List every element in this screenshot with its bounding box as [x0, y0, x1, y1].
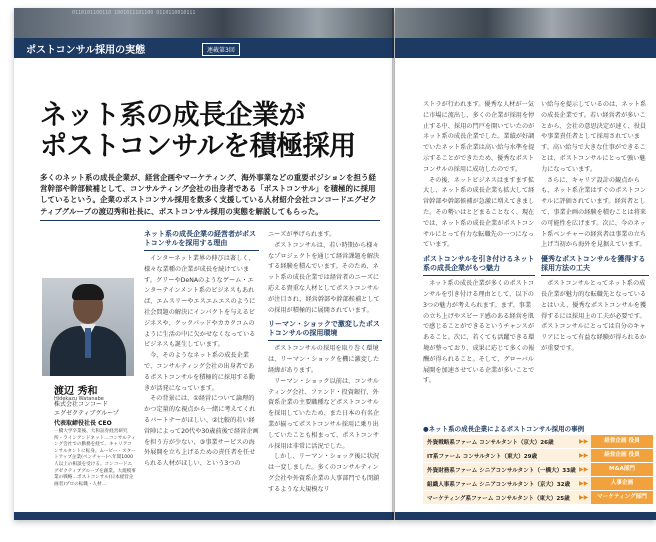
profile-title: 代表取締役社長 CEO — [54, 420, 112, 427]
profile-bio: 一橋大学卒業後、大和証券経営研究所・ラインアンドネット…コンサルティング会社での勤務を経て、キャリアコンサルタントに転身。ムービー・スタートアップ企業(ベンチャー)へ年間1000人以上の相談を受ける。コンコードエグゼクティブグループを創業。大規模事業の戦略…ポストコンサル(日本経営企画者)プロの転職・人材… — [54, 429, 136, 487]
portrait-hair — [72, 284, 104, 300]
divider — [40, 220, 380, 221]
cases-title: ●ネット系の成長企業によるポストコンサル採用の事例 — [423, 425, 585, 433]
case-to: 経営企画 役員 — [591, 449, 653, 462]
headline-line-1: ネット系の成長企業が — [40, 100, 305, 131]
column-1-paragraph: その背景には、①経営について論理的かつ定量的な視点から一緒に考えてくれるパートナーがほしい、②比較的若い経営陣によって20代や30歳前後で経営企画を担う方が少ない、③事業サービスの海外展開を立ち上げるための責任者を任せられる人材がほしい、という3つの — [144, 395, 259, 468]
column-4-paragraph: ポストコンサルとってネット系の成長企業が魅力的な転職先となっているとはいえ、優秀なポストコンサルを獲得するには採用上の工夫が必要です。ポストコンサルにとっては自分のキャリアにとって有益な経験が得られるかが重要です。 — [541, 280, 647, 352]
arrow-right-icon: ▶▶ — [579, 494, 589, 501]
case-row — [423, 491, 653, 504]
column-2-paragraph: しかし、リーマン・ショック後に状況は一変しました。多くのコンサルティング会社や外資系企業の人事部門でも閉鎖するような大規模なリ — [268, 453, 380, 493]
case-from: 外資財務系ファーム シニアコンサルタント（一橋大）33歳 — [427, 467, 576, 474]
column-4 — [541, 100, 649, 416]
arrow-right-icon: ▶▶ — [579, 466, 589, 473]
column-3-paragraph: ストラが行われます。優秀な人材が一気に市場に流出し、多くの企業が採用を停止する中、採用の門戸を開いていたのがネット系の成長企業でした。業績が好調でいたネット系企業は高い給与水準を提示することができたため、優秀なポストコンサルの採用に成功したのです。 — [423, 101, 535, 173]
profile-name: 渡辺 秀和 — [54, 386, 98, 397]
portrait-tie — [85, 328, 91, 358]
column-4-subhead: 優秀なポストコンサルを獲得する採用方法の工夫 — [541, 255, 649, 276]
binary-decoration: 0110101100110 1001011101100 0110110010111 — [72, 10, 196, 16]
series-title: ポストコンサル採用の実態 — [26, 45, 146, 56]
column-3-paragraph: ネット系の成長企業が多くのポストコンサルを引き付ける理由として、以下の3つの魅力が考えられます。まず、事業の立ち上げやスピード感のある経営を肌で感じることができるというチャンスがあること。次に、若くても活躍できる環境が整っており、成果に応じて多くの報酬が得られること。そして、グローバル展開を加速させている企業が多いことです。 — [423, 280, 535, 385]
case-to: 経営企画 役員 — [591, 435, 653, 448]
arrow-right-icon: ▶▶ — [579, 438, 589, 445]
right-page — [395, 8, 656, 520]
left-page — [14, 8, 394, 520]
lead-paragraph: 多くのネット系の成長企業が、経営企画やマーケティング、海外事業などの重要ポジションを担う経営幹部や幹部候補として、コンサルティング会社の出身者である「ポストコンサル」を積極的に採用しているという。企業のポストコンサル採用を数多く支援している人材紹介会社コンコードエグゼクティブグループの渡辺秀和社長に、ポストコンサル採用の実態を解説してもらった。 — [40, 173, 377, 216]
case-row — [423, 449, 653, 462]
arrow-right-icon: ▶▶ — [579, 480, 589, 487]
case-row — [423, 477, 653, 490]
column-4-paragraph: い給与を提示しているのは、ネット系の成長企業です。若い経営者が多いことから、会社の意思決定が速く、役員や事業責任者として採用されています。高い給与で大きな仕事ができることは、ポストコンサルにとって強い魅力になっています。 — [541, 101, 647, 173]
column-1 — [144, 230, 259, 512]
profile-romaji: Hidekazu Watanabe — [54, 396, 104, 402]
right-bottom-bar — [395, 512, 656, 520]
case-to: M&A部門 — [591, 463, 653, 476]
headline-line-2: ポストコンサルを積極採用 — [40, 131, 356, 162]
profile-org-line-2: エグゼクティブグループ — [54, 409, 119, 417]
header-photo-band — [14, 8, 394, 38]
column-3-paragraph: その後、ネットビジネスはますます拡大し、ネット系の成長企業も拡大して経営幹部や幹部候補が急激に増えてきました。その勢いはとどまることなく、現在では、ネット系の成長企業がポストコンサルにとって有力な転職先の一つになっています。 — [423, 176, 535, 249]
column-3 — [423, 100, 535, 416]
header-photo-band-right — [395, 8, 656, 38]
arrow-right-icon: ▶▶ — [579, 452, 589, 459]
case-to: マーケティング部門 — [591, 491, 653, 504]
headline — [40, 100, 356, 162]
column-4-paragraph: さらに、キャリア設計の観点からも、ネット系企業はすぐのポストコンサルに評価されています。経営者として、事業企画の経験を積むことは将来の可能性を広げます。次に、今のネット系ベンチャーの経営者は事業の立ち上げ当初から海外を見据えています。 — [541, 176, 647, 249]
column-1-subhead: ネット系の成長企業の経営者がポストコンサルを採用する理由 — [144, 230, 259, 251]
series-badge: 連載第3回 — [202, 43, 240, 56]
case-row — [423, 435, 653, 448]
column-2-paragraph: リーマン・ショック以前は、コンサルティング会社、ファンド・投資銀行、外資系企業の主要職種などポストコンサルを採用していたため、また日本の有名企業が揃ってポストコンサル採用に乗り出していたことも相まって、ポストコンサル採用は非常に活況でした。 — [268, 377, 380, 450]
case-row — [423, 463, 653, 476]
column-3-subhead: ポストコンサルを引き付けるネット系の成長企業がもつ魅力 — [423, 255, 535, 276]
column-2-subhead: リーマン・ショックで激変したポストコンサルの採用環境 — [268, 320, 382, 341]
case-from: マーケティング系ファーム コンサルタント（東大）25歳 — [427, 495, 570, 502]
column-1-paragraph: インターネット業界の伸びは著しく、様々な業種の企業が成長を続けています。グリーやDeNAのようなゲーム・エンターテインメント系のビジネスもあれば、エムスリーやエスエムエスのように社会問題の解決にインパクトを与えるビジネスや、クックパッドやカカクコムのように生活の中に欠かせなくなっているビジネスも誕生しています。 — [144, 255, 256, 349]
column-2-paragraph: ポストコンサルは、若い時期から様々なプロジェクトを通じて経営課題を解決する経験を積んでいます。そのため、ネット系の成長企業では経営者のニーズに応える貴重な人材としてポストコンサルが注目され、経営幹部や幹部候補としての採用が積極的に展開されています。 — [268, 241, 380, 314]
portrait-photo — [42, 278, 134, 376]
title-bar-right — [395, 38, 656, 58]
profile-org — [54, 401, 119, 418]
column-2-paragraph: ポストコンサルの採用を取り巻く環境は、リーマン・ショックを機に激変した経緯があります。 — [268, 345, 380, 374]
profile-org-line-1: 株式会社コンコード — [54, 401, 109, 408]
case-from: 組織人事系ファーム シニアコンサルタント（京大）32歳 — [427, 481, 571, 488]
case-from: 外資戦略系ファーム コンサルタント（京大）26歳 — [427, 439, 554, 446]
cases-table — [423, 435, 653, 505]
left-bottom-bar — [14, 512, 394, 520]
case-to: 人事企画 — [591, 477, 653, 490]
column-1-paragraph: 今、そのようなネット系の成長企業で、コンサルティング会社の出身者であるポストコンサルを積極的に採用する動きが活発になっています。 — [144, 352, 255, 392]
case-from: IT系ファーム コンサルタント（東大）29歳 — [427, 453, 538, 460]
column-2-paragraph: ニーズが挙げられます。 — [268, 231, 336, 238]
column-2 — [268, 230, 382, 512]
